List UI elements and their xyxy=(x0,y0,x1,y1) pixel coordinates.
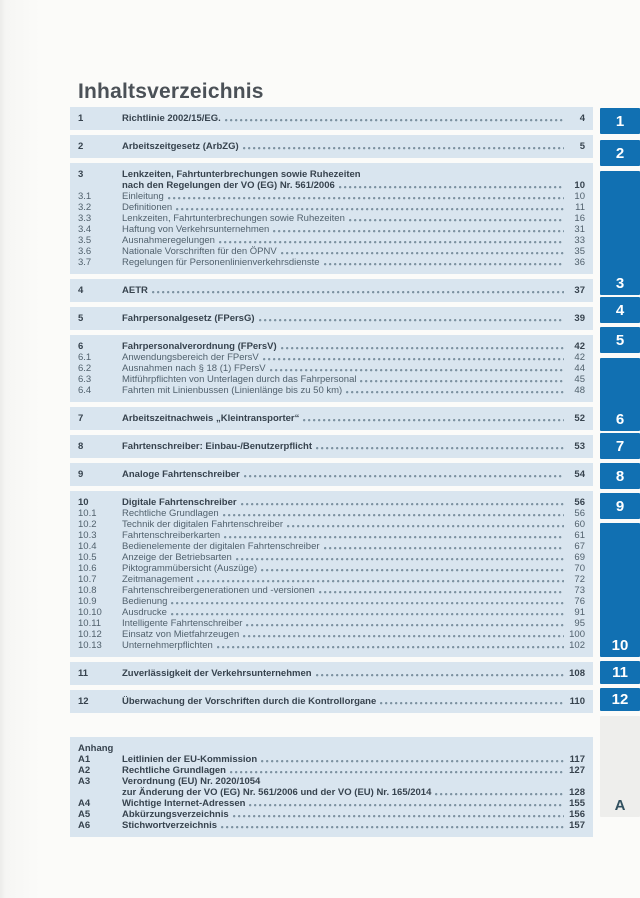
toc-row xyxy=(78,809,585,820)
chapter-thumb-tab-label: 11 xyxy=(612,664,628,681)
toc-entry-number: 3.7 xyxy=(78,257,92,268)
chapter-thumb-tab-label: 3 xyxy=(615,275,625,292)
toc-entry-page-number: 42 xyxy=(574,341,585,352)
toc-entry-page-number: 76 xyxy=(574,596,585,607)
toc-row xyxy=(78,629,585,640)
toc-row xyxy=(78,618,585,629)
toc-row xyxy=(78,141,585,152)
toc-row xyxy=(78,754,585,765)
dotted-leader xyxy=(273,230,564,233)
toc-entry-number: 3.2 xyxy=(78,202,92,213)
toc-entry-number: 12 xyxy=(78,696,89,707)
toc-entry-page-number: 11 xyxy=(575,202,585,213)
toc-entry-title: Zeitmanagement xyxy=(122,574,194,585)
toc-entry-number: A4 xyxy=(78,798,91,809)
toc-entry-page-number: 31 xyxy=(574,224,585,235)
chapter-thumb-tab-label: 9 xyxy=(615,497,625,515)
dotted-leader xyxy=(219,241,564,244)
toc-entry-number: 6.1 xyxy=(78,352,92,363)
toc-row xyxy=(78,385,585,396)
toc-entry-title: Zuverlässigkeit der Verkehrsunternehmen xyxy=(122,668,312,679)
dotted-leader xyxy=(171,602,564,605)
dotted-leader xyxy=(217,646,564,649)
toc-entry-number: 10.6 xyxy=(78,563,97,574)
toc-row xyxy=(78,341,585,352)
toc-entry-title: Einsatz von Mietfahrzeugen xyxy=(122,629,240,640)
toc-entry-number: 10 xyxy=(78,497,89,508)
toc-row xyxy=(78,246,585,257)
toc-entry-number: 5 xyxy=(78,313,84,324)
toc-entry-page-number: 10 xyxy=(574,180,585,191)
chapter-thumb-tab-7 xyxy=(600,433,640,459)
toc-entry-page-number: 108 xyxy=(569,668,585,679)
dotted-leader xyxy=(176,208,564,211)
toc-row xyxy=(78,574,585,585)
chapter-thumb-tab-label: 8 xyxy=(615,467,625,485)
toc-entry-number: 3.1 xyxy=(78,191,92,202)
toc-row xyxy=(78,413,585,424)
toc-row xyxy=(78,640,585,651)
toc-entry-title: AETR xyxy=(122,285,148,296)
toc-entry-title: Lenkzeiten, Fahrtunterbrechungen sowie Ruhezeiten xyxy=(122,169,361,180)
toc-entry-page-number: 100 xyxy=(569,629,585,640)
chapter-thumb-tab-8 xyxy=(600,463,640,489)
toc-entry-page-number: 52 xyxy=(574,413,585,424)
toc-entry-page-number: 56 xyxy=(574,508,585,519)
dotted-leader xyxy=(281,252,564,255)
toc-row xyxy=(78,820,585,831)
toc-section xyxy=(70,407,593,430)
chapter-thumb-tab-10 xyxy=(600,523,640,657)
toc-entry-page-number: 102 xyxy=(569,640,585,651)
toc-entry-page-number: 54 xyxy=(574,469,585,480)
toc-row xyxy=(78,563,585,574)
toc-row xyxy=(78,224,585,235)
dotted-leader xyxy=(339,186,564,189)
toc-row xyxy=(78,363,585,374)
toc-row xyxy=(78,352,585,363)
toc-row xyxy=(78,787,585,798)
toc-entry-page-number: 5 xyxy=(579,141,585,152)
toc-entry-number: 10.8 xyxy=(78,585,97,596)
toc-section xyxy=(70,435,593,458)
chapter-thumb-tab-a xyxy=(600,716,640,817)
toc-entry-title: Unternehmerpflichten xyxy=(122,640,213,651)
toc-entry-number: A3 xyxy=(78,776,91,787)
chapter-thumb-tab-3 xyxy=(600,171,640,295)
toc-section xyxy=(70,335,593,402)
dotted-leader xyxy=(303,419,564,422)
dotted-leader xyxy=(244,475,564,478)
toc-entry-title: Technik der digitalen Fahrtenschreiber xyxy=(122,519,284,530)
toc-entry-title: Abkürzungsverzeichnis xyxy=(122,809,229,820)
toc-entry-page-number: 67 xyxy=(574,541,585,552)
dotted-leader xyxy=(221,826,564,829)
toc-entry-number: 10.9 xyxy=(78,596,97,607)
toc-row xyxy=(78,257,585,268)
toc-entry-title: Digitale Fahrtenschreiber xyxy=(122,497,237,508)
toc-entry-page-number: 37 xyxy=(574,285,585,296)
toc-entry-page-number: 72 xyxy=(574,574,585,585)
toc-entry-page-number: 35 xyxy=(574,246,585,257)
toc-entry-page-number: 10 xyxy=(574,191,585,202)
toc-entry-title: nach den Regelungen der VO (EG) Nr. 561/2006 xyxy=(122,180,335,191)
toc-row xyxy=(78,169,585,180)
toc-entry-title: Richtlinie 2002/15/EG. xyxy=(122,113,221,124)
toc-entry-page-number: 33 xyxy=(574,235,585,246)
toc-row xyxy=(78,191,585,202)
toc-entry-page-number: 156 xyxy=(569,809,585,820)
toc-section xyxy=(70,463,593,486)
toc-entry-number: 3.6 xyxy=(78,246,92,257)
toc-entry-title: Anwendungsbereich der FPersV xyxy=(122,352,259,363)
toc-entry-number: 1 xyxy=(78,113,84,124)
toc-entry-title: Fahrten mit Linienbussen (Linienlänge bis zu 50 km) xyxy=(122,385,343,396)
toc-row xyxy=(78,585,585,596)
chapter-thumb-tab-6 xyxy=(600,358,640,431)
toc-entry-title: Bedienung xyxy=(122,596,168,607)
toc-entry-title: Arbeitszeitnachweis „Kleintransporter“ xyxy=(122,413,300,424)
chapter-thumb-tab-11 xyxy=(600,661,640,684)
toc-entry-title: zur Änderung der VO (EG) Nr. 561/2006 und der VO (EU) Nr. 165/2014 xyxy=(122,787,432,798)
toc-entry-title: Rechtliche Grundlagen xyxy=(122,508,219,519)
toc-row xyxy=(78,285,585,296)
toc-entry-number: 11 xyxy=(78,668,89,679)
toc-entry-title: Leitlinien der EU-Kommission xyxy=(122,754,258,765)
toc-section xyxy=(70,662,593,685)
toc-entry-number: 10.2 xyxy=(78,519,97,530)
dotted-leader xyxy=(346,391,564,394)
toc-row xyxy=(78,374,585,385)
toc-entry-title: Fahrtenschreiberkarten xyxy=(122,530,221,541)
toc-entry-title: Fahrtenschreibergenerationen und -versionen xyxy=(122,585,315,596)
toc-row xyxy=(78,441,585,452)
toc-row xyxy=(78,202,585,213)
toc-entry-page-number: 39 xyxy=(574,313,585,324)
chapter-thumb-tab-label: 6 xyxy=(615,411,625,428)
dotted-leader xyxy=(152,291,564,294)
toc-entry-number: 10.4 xyxy=(78,541,97,552)
dotted-leader xyxy=(224,536,564,539)
dotted-leader xyxy=(261,569,564,572)
toc-section-header-row xyxy=(78,743,585,754)
toc-row xyxy=(78,696,585,707)
dotted-leader xyxy=(225,119,564,122)
toc-entry-number: 6 xyxy=(78,341,84,352)
toc-entry-page-number: 155 xyxy=(569,798,585,809)
dotted-leader xyxy=(230,771,564,774)
toc-entry-number: 9 xyxy=(78,469,84,480)
dotted-leader xyxy=(270,369,564,372)
toc-entry-number: 4 xyxy=(78,285,84,296)
toc-entry-number: 3.4 xyxy=(78,224,92,235)
toc-entry-page-number: 44 xyxy=(574,363,585,374)
toc-row xyxy=(78,776,585,787)
toc-section xyxy=(70,690,593,713)
toc-entry-number: 10.11 xyxy=(78,618,102,629)
dotted-leader xyxy=(324,263,564,266)
toc-row xyxy=(78,668,585,679)
dotted-leader xyxy=(281,347,564,350)
toc-entry-title: Nationale Vorschriften für den ÖPNV xyxy=(122,246,277,257)
toc-entry-page-number: 117 xyxy=(569,754,585,765)
toc-row xyxy=(78,541,585,552)
dotted-leader xyxy=(233,815,564,818)
toc-entry-page-number: 45 xyxy=(574,374,585,385)
toc-row xyxy=(78,469,585,480)
toc-entry-title: Wichtige Internet-Adressen xyxy=(122,798,246,809)
chapter-thumb-tab-12 xyxy=(600,688,640,711)
toc-entry-title: Fahrpersonalverordnung (FPersV) xyxy=(122,341,277,352)
toc-entry-title: Lenkzeiten, Fahrtunterbrechungen sowie Ruhezeiten xyxy=(122,213,345,224)
toc-entry-number: A2 xyxy=(78,765,91,776)
toc-entry-number: 10.3 xyxy=(78,530,97,541)
chapter-thumb-tab-label: 7 xyxy=(615,437,625,455)
dotted-leader xyxy=(168,197,564,200)
toc-row xyxy=(78,530,585,541)
toc-entry-title: Haftung von Verkehrsunternehmen xyxy=(122,224,270,235)
toc-entry-page-number: 128 xyxy=(569,787,585,798)
toc-entry-title: Regelungen für Personenlinienverkehrsdienste xyxy=(122,257,320,268)
toc-entry-title: Arbeitszeitgesetz (ArbZG) xyxy=(122,141,239,152)
dotted-leader xyxy=(287,525,564,528)
dotted-leader xyxy=(243,147,564,150)
toc-entry-page-number: 61 xyxy=(574,530,585,541)
toc-entry-page-number: 42 xyxy=(574,352,585,363)
toc-entry-title: Einleitung xyxy=(122,191,164,202)
chapter-thumb-tab-9 xyxy=(600,493,640,519)
toc-entry-title: Überwachung der Vorschriften durch die Kontrollorgane xyxy=(122,696,377,707)
dotted-leader xyxy=(349,219,564,222)
toc-entry-number: A6 xyxy=(78,820,91,831)
dotted-leader xyxy=(360,380,564,383)
chapter-thumb-tab-label: A xyxy=(614,797,626,814)
toc-entry-title: Piktogrammübersicht (Auszüge) xyxy=(122,563,258,574)
toc-entry-title: Bedienelemente der digitalen Fahrtenschreiber xyxy=(122,541,320,552)
toc-entry-number: 7 xyxy=(78,413,84,424)
chapter-thumb-tab-2 xyxy=(600,140,640,166)
toc-entry-title: Mitführpflichten von Unterlagen durch das Fahrpersonal xyxy=(122,374,357,385)
toc-row xyxy=(78,508,585,519)
toc-entry-number: 6.3 xyxy=(78,374,92,385)
toc-entry-number: 10.7 xyxy=(78,574,97,585)
toc-entry-title: Rechtliche Grundlagen xyxy=(122,765,226,776)
toc-entry-page-number: 70 xyxy=(574,563,585,574)
toc-entry-page-number: 36 xyxy=(574,257,585,268)
toc-entry-title: Verordnung (EU) Nr. 2020/1054 xyxy=(122,776,261,787)
dotted-leader xyxy=(243,635,564,638)
toc-section xyxy=(70,163,593,274)
toc-section xyxy=(70,279,593,302)
dotted-leader xyxy=(316,447,564,450)
dotted-leader xyxy=(171,613,564,616)
toc-entry-title: Stichwortverzeichnis xyxy=(122,820,218,831)
toc-row xyxy=(78,313,585,324)
dotted-leader xyxy=(246,624,564,627)
toc-entry-title: Ausnahmen nach § 18 (1) FPersV xyxy=(122,363,266,374)
toc-entry-number: 10.12 xyxy=(78,629,102,640)
toc-entry-number: 8 xyxy=(78,441,84,452)
toc-section xyxy=(70,135,593,158)
toc-row xyxy=(78,798,585,809)
toc-entry-number: 10.1 xyxy=(78,508,97,519)
dotted-leader xyxy=(259,319,564,322)
toc-entry-number: 3.5 xyxy=(78,235,92,246)
dotted-leader xyxy=(263,358,564,361)
chapter-thumb-tab-5 xyxy=(600,327,640,353)
chapter-thumb-tab-label: 1 xyxy=(615,112,625,130)
toc-entry-number: 6.4 xyxy=(78,385,92,396)
chapter-thumb-tab-4 xyxy=(600,297,640,323)
toc-entry-page-number: 4 xyxy=(579,113,585,124)
toc-entry-page-number: 60 xyxy=(574,519,585,530)
dotted-leader xyxy=(316,674,564,677)
toc-row xyxy=(78,596,585,607)
chapter-thumb-tab-label: 2 xyxy=(615,144,625,162)
dotted-leader xyxy=(435,793,564,796)
toc-entry-number: 6.2 xyxy=(78,363,92,374)
dotted-leader xyxy=(241,503,564,506)
toc-entry-number: 3 xyxy=(78,169,84,180)
toc-row xyxy=(78,519,585,530)
toc-entry-number: A5 xyxy=(78,809,91,820)
toc-entry-page-number: 56 xyxy=(574,497,585,508)
toc-entry-page-number: 16 xyxy=(574,213,585,224)
toc-row xyxy=(78,180,585,191)
dotted-leader xyxy=(197,580,564,583)
toc-section xyxy=(70,307,593,330)
toc-row xyxy=(78,497,585,508)
chapter-thumb-tab-label: 5 xyxy=(615,331,625,349)
chapter-thumb-tab-label: 10 xyxy=(611,637,629,654)
toc-entry-page-number: 69 xyxy=(574,552,585,563)
chapter-thumb-tab-label: 4 xyxy=(615,301,625,319)
toc-entry-page-number: 127 xyxy=(569,765,585,776)
toc-row xyxy=(78,235,585,246)
toc-section xyxy=(70,737,593,837)
toc-entry-title: Anzeige der Betriebsarten xyxy=(122,552,232,563)
chapter-thumb-tab-1 xyxy=(600,108,640,134)
toc-entry-page-number: 110 xyxy=(569,696,585,707)
page-title: Inhaltsverzeichnis xyxy=(78,80,264,103)
toc-entry-number: A1 xyxy=(78,754,91,765)
dotted-leader xyxy=(261,760,564,763)
toc-entry-number: 10.13 xyxy=(78,640,102,651)
toc-row xyxy=(78,213,585,224)
toc-section xyxy=(70,107,593,130)
table-of-contents xyxy=(70,107,593,842)
toc-entry-title: Intelligente Fahrtenschreiber xyxy=(122,618,243,629)
dotted-leader xyxy=(324,547,564,550)
dotted-leader xyxy=(223,514,564,517)
toc-entry-page-number: 91 xyxy=(574,607,585,618)
dotted-leader xyxy=(319,591,564,594)
toc-entry-title: Analoge Fahrtenschreiber xyxy=(122,469,240,480)
dotted-leader xyxy=(380,702,564,705)
toc-entry-number: 10.5 xyxy=(78,552,97,563)
toc-entry-title: Fahrtenschreiber: Einbau-/Benutzerpflicht xyxy=(122,441,313,452)
toc-entry-page-number: 73 xyxy=(574,585,585,596)
toc-entry-number: Anhang xyxy=(78,743,114,754)
toc-entry-page-number: 53 xyxy=(574,441,585,452)
dotted-leader xyxy=(236,558,564,561)
toc-entry-page-number: 95 xyxy=(574,618,585,629)
toc-row xyxy=(78,765,585,776)
toc-entry-number: 3.3 xyxy=(78,213,92,224)
toc-entry-page-number: 48 xyxy=(574,385,585,396)
toc-entry-page-number: 157 xyxy=(569,820,585,831)
toc-entry-number: 10.10 xyxy=(78,607,102,618)
toc-entry-title: Fahrpersonalgesetz (FPersG) xyxy=(122,313,255,324)
toc-section xyxy=(70,491,593,657)
toc-row xyxy=(78,607,585,618)
chapter-thumb-tab-label: 12 xyxy=(611,691,629,708)
toc-entry-title: Definitionen xyxy=(122,202,173,213)
toc-row xyxy=(78,552,585,563)
toc-entry-number: 2 xyxy=(78,141,84,152)
toc-entry-title: Ausdrucke xyxy=(122,607,167,618)
dotted-leader xyxy=(249,804,564,807)
toc-row xyxy=(78,113,585,124)
toc-entry-title: Ausnahmeregelungen xyxy=(122,235,215,246)
